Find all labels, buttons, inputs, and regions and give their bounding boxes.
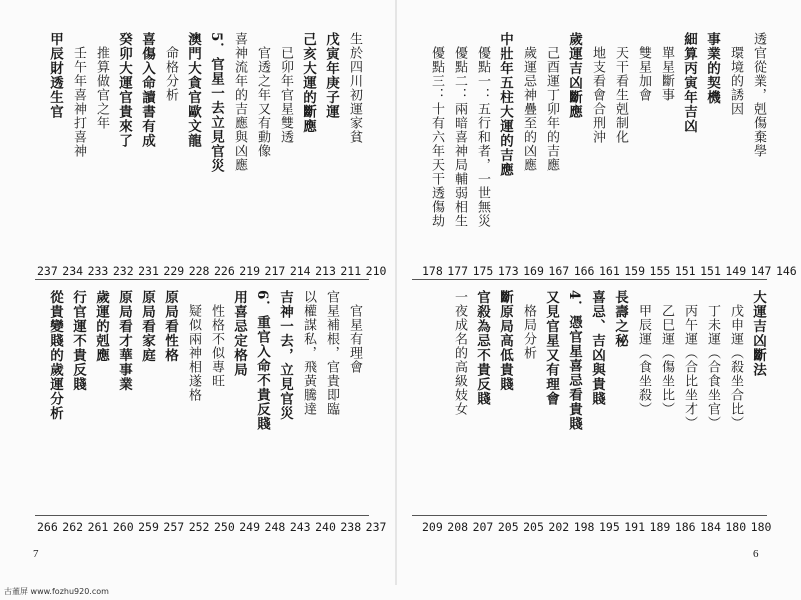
toc-page-number: 173: [497, 264, 519, 278]
toc-entry: 格局分析: [521, 304, 536, 360]
toc-entry: 歲運吉凶斷應: [566, 32, 582, 119]
toc-entry: 用喜忌定格局: [231, 290, 247, 377]
toc-entry: 戊寅年庚子運: [323, 32, 339, 119]
toc-entry: 中壯年五柱大運的吉應: [497, 32, 513, 177]
toc-page-number: 214: [289, 264, 311, 278]
toc-page-number: 237: [365, 520, 387, 534]
toc-entry: 6．重官入命不貴反賤: [254, 290, 270, 431]
toc-entry: 官透之年又有動像: [255, 46, 270, 158]
toc-page-number: 195: [598, 520, 620, 534]
toc-page-number: 175: [472, 264, 494, 278]
toc-page-number: 243: [289, 520, 311, 534]
left-folio: 7: [33, 548, 39, 560]
toc-page-number: 261: [87, 520, 109, 534]
toc-entry: 單星斷事: [659, 46, 674, 102]
toc-page-number: 205: [523, 520, 544, 534]
right-lower-page-numbers: [422, 520, 776, 534]
toc-page-number: 211: [340, 264, 362, 278]
toc-entry: 大運吉凶斷法: [750, 290, 766, 377]
toc-page-number: 151: [700, 264, 721, 278]
toc-page-number: 266: [37, 520, 58, 534]
toc-entry: 行官運不貴反賤: [70, 290, 86, 392]
toc-page-number: 252: [188, 520, 210, 534]
left-upper-toc: [48, 32, 361, 254]
toc-entry: 官殺為忌不貴反賤: [474, 290, 490, 406]
right-upper-page-numbers: [422, 264, 801, 278]
toc-page-number: 147: [750, 264, 772, 278]
toc-entry: 事業的契機: [704, 32, 720, 105]
right-upper-toc: [429, 32, 765, 254]
toc-page-number: 249: [239, 520, 261, 534]
toc-entry: 己亥大運的斷應: [300, 32, 316, 134]
toc-entry: 歲運忌神疊至的凶應: [521, 46, 536, 172]
toc-entry: 喜傷入命讀書有成: [139, 32, 155, 148]
toc-page-number: 169: [523, 264, 544, 278]
toc-entry: 已卯年官星雙透: [278, 46, 293, 144]
toc-page-number: 205: [497, 520, 519, 534]
toc-entry: 又見官星又有理會: [543, 290, 559, 406]
toc-entry: 官星有理會: [347, 304, 362, 374]
left-lower-rule: [35, 515, 369, 516]
toc-page-number: 177: [447, 264, 469, 278]
toc-entry: 斷原局高低貴賤: [497, 290, 513, 392]
toc-entry: 生於四川初運家貧: [347, 32, 362, 144]
toc-entry: 喜神流年的吉應與凶應: [232, 32, 247, 172]
toc-page-number: 207: [472, 520, 494, 534]
toc-page-number: 226: [213, 264, 235, 278]
toc-page-number: 238: [340, 520, 362, 534]
toc-page-number: 228: [188, 264, 210, 278]
toc-entry: 丙午運（合比坐才）: [682, 304, 697, 430]
toc-entry: 天干看生剋制化: [613, 46, 628, 144]
toc-page-number: 213: [315, 264, 336, 278]
watermark-footer: 古董屏 www.fozhu920.com: [4, 587, 109, 596]
left-lower-toc: [48, 290, 361, 512]
toc-page-number: 217: [264, 264, 286, 278]
toc-entry: 優點二：兩暗喜神局輔弱相生: [452, 46, 467, 228]
right-folio: 6: [753, 548, 759, 560]
toc-page-number: 149: [725, 264, 747, 278]
toc-page-number: 260: [112, 520, 134, 534]
toc-page-number: 237: [37, 264, 58, 278]
toc-page-number: 184: [700, 520, 721, 534]
toc-entry: 己酉運丁卯年的吉應: [544, 46, 559, 172]
toc-entry: 優點三：十有六年天干透傷劫: [429, 46, 444, 228]
left-upper-rule: [35, 279, 369, 280]
toc-entry: 歲運的剋應: [93, 290, 109, 363]
toc-entry: 長壽之秘: [612, 290, 628, 348]
toc-page-number: 262: [62, 520, 84, 534]
toc-page-number: 167: [548, 264, 570, 278]
toc-entry: 丁未運（合食坐官）: [705, 304, 720, 430]
toc-page-number: 231: [138, 264, 159, 278]
toc-page-number: 232: [112, 264, 134, 278]
toc-page-number: 259: [138, 520, 159, 534]
toc-entry: 戊申運（殺坐合比）: [728, 304, 743, 430]
toc-page-number: 180: [750, 520, 772, 534]
toc-entry: 性格不似專旺: [209, 304, 224, 388]
toc-entry: 甲辰財透生官: [47, 32, 63, 119]
left-upper-page-numbers: [37, 264, 391, 278]
right-upper-rule: [412, 279, 767, 280]
toc-page-number: 257: [163, 520, 185, 534]
toc-entry: 5．官星一去立見官災: [208, 32, 224, 173]
toc-entry: 疑似兩神相遂格: [186, 304, 201, 402]
toc-page-number: 159: [624, 264, 646, 278]
right-page: [397, 0, 797, 585]
toc-entry: 原局看才華事業: [116, 290, 132, 392]
toc-page-number: 229: [163, 264, 185, 278]
toc-entry: 雙星加會: [636, 46, 651, 102]
toc-entry: 以權謀私，飛黃騰達: [301, 290, 316, 416]
toc-page-number: 234: [62, 264, 84, 278]
toc-entry: 壬午年喜神打喜神: [71, 46, 86, 158]
toc-page-number: 198: [573, 520, 595, 534]
toc-entry: 原局看性格: [162, 290, 178, 363]
toc-entry: 官星補根，官貴即臨: [324, 290, 339, 416]
toc-page-number: 166: [573, 264, 595, 278]
right-lower-rule: [412, 515, 767, 516]
toc-entry: 喜忌、吉凶與貴賤: [589, 290, 605, 406]
toc-entry: 推算做官之年: [94, 46, 109, 130]
toc-page-number: 219: [239, 264, 261, 278]
toc-page-number: 250: [213, 520, 235, 534]
toc-page-number: 208: [447, 520, 469, 534]
toc-entry: 命格分析: [163, 46, 178, 102]
toc-entry: 透官從業，剋傷棄學: [751, 32, 766, 158]
toc-entry: 從貴變賤的歲運分析: [47, 290, 63, 421]
toc-page-number: 189: [649, 520, 671, 534]
toc-page-number: 202: [548, 520, 570, 534]
left-page: [0, 0, 396, 585]
left-lower-page-numbers: [37, 520, 391, 534]
toc-entry: 一夜成名的高級妓女: [452, 290, 467, 416]
toc-entry: 環境的誘因: [728, 46, 743, 116]
toc-page-number: 151: [674, 264, 696, 278]
toc-page-number: 155: [649, 264, 671, 278]
toc-entry: 細算丙寅年吉凶: [681, 32, 697, 134]
toc-page-number: 209: [422, 520, 443, 534]
toc-entry: 澳門大貪官歐文龍: [185, 32, 201, 148]
toc-page-number: 161: [598, 264, 620, 278]
toc-page-number: 240: [315, 520, 336, 534]
toc-page-number: 186: [674, 520, 696, 534]
toc-page-number: 180: [725, 520, 747, 534]
toc-page-number: 146: [775, 264, 797, 278]
toc-entry: 癸卯大運官貴來了: [116, 32, 132, 148]
toc-entry: 吉神一去，立見官災: [277, 290, 293, 421]
toc-entry: 4．憑官星喜忌看貴賤: [566, 290, 582, 431]
toc-page-number: 233: [87, 264, 109, 278]
toc-entry: 原局看家庭: [139, 290, 155, 363]
toc-entry: 地支看會合刑沖: [590, 46, 605, 144]
toc-entry: 乙巳運（傷坐比）: [659, 304, 674, 416]
toc-page-number: 191: [624, 520, 646, 534]
toc-page-number: 210: [365, 264, 387, 278]
toc-page-number: 178: [422, 264, 443, 278]
toc-page-number: 248: [264, 520, 286, 534]
toc-entry: 甲辰運（食坐殺）: [636, 304, 651, 416]
toc-entry: 優點一：五行和者，一世無災: [475, 46, 490, 228]
right-lower-toc: [452, 290, 765, 512]
